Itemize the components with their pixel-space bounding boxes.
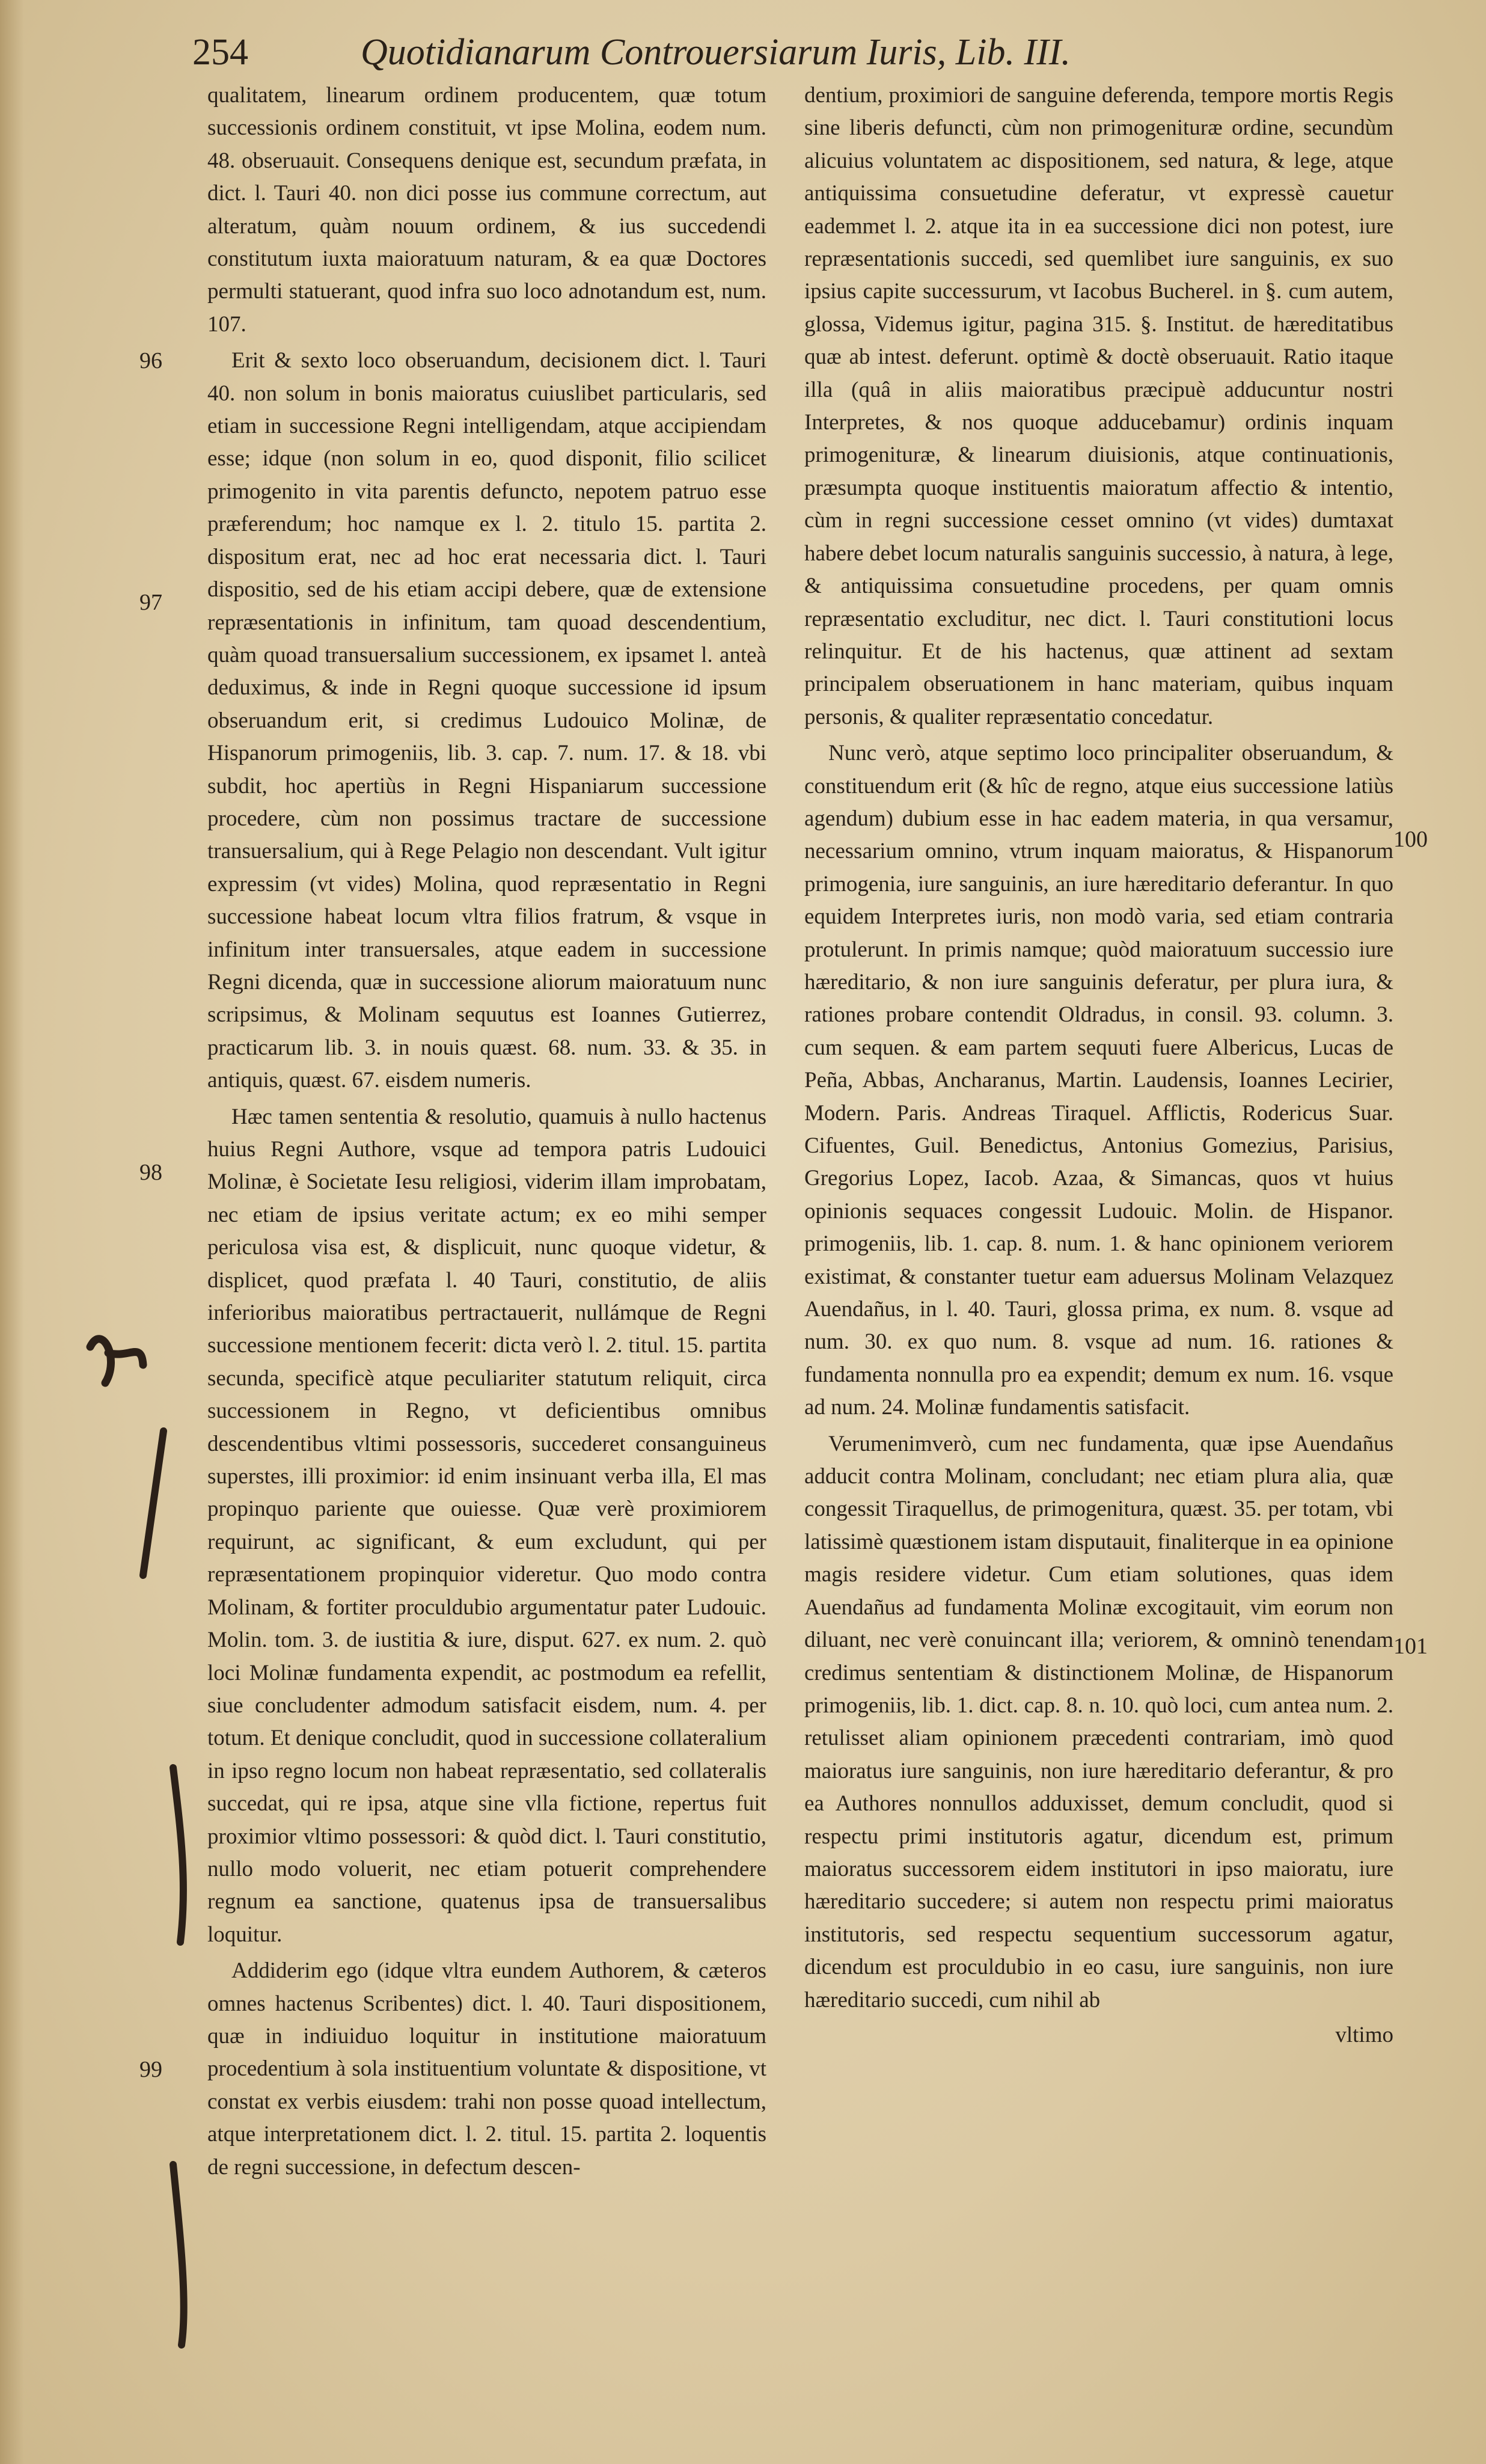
running-header	[192, 31, 1214, 85]
page-gutter-shadow	[0, 0, 24, 2464]
paragraph-left-99: Addiderim ego (idque vltra eundem Authorem, & cæteros omnes hactenus Scribentes) dict. l. 40. Tauri dispositionem, quæ in indiuiduo loquitur in institutione maioratuum procedentium à sola instituentium voluntate & dispositione, vt constat ex verbis eiusdem: trahi non posse quoad intellectum, atque interpretationem dict. l. 2. titul. 15. partita 2. loquentis de regni successione, in defectum descen-	[207, 1958, 766, 2180]
paragraph-left-98: Hæc tamen sententia & resolutio, quamuis à nullo hactenus huius Regni Authore, vsque ad tempora patris Ludouici Molinæ, è Societate Iesu religiosi, viderim illam improbatam, nec etiam de ipsius veritate actum; ex eo mihi semper periculosa visa est, & displicuit, nunc quoque videtur, & displicet, quod præfata l. 40 Tauri, constitutio, de aliis inferioribus maioratibus pertractauerit, nullámque de Regni successione mentionem fecerit: dicta verò l. 2. titul. 15. partita secunda, specificè atque peculiariter statutum reliquit, circa successionem in Regno, vt deficientibus omnibus descendentibus vltimi possessoris, succederet consanguineus superstes, illi proximior: id enim insinuant verba illa, El mas propinquo pariente que ouiesse. Quæ verè proximiorem requirunt, ac significant, & eum excludunt, qui per repræsentationem propinquior videretur. Quo modo contra Molinam, & fortiter proculdubio argumentatur pater Ludouic. Molin. tom. 3. de iustitia & iure, disput. 627. ex num. 2. quò loci Molinæ fundamenta expendit, ac postmodum ea refellit, siue concludenter admodum satisfacit eisdem, num. 4. per totum. Et denique concludit, quod in successione collateralium in ipso regno locum non habeat repræsentatio, sed collateralis succedat, qui re ipsa, atque sine vlla fictione, repertus fuit proximior vltimo possessori: & quòd dict. l. Tauri constitutio, nullo modo voluerit, nec etiam potuerit comprehendere regnum ea sanctione, quatenus ipsa de transuersalibus loquitur.	[207, 1104, 766, 1947]
margin-number-96: 96	[139, 348, 162, 373]
running-title: Quotidianarum Controuersiarum Iuris, Lib. III.	[361, 32, 1071, 73]
left-text-column	[207, 79, 766, 2184]
paragraph-right-100: Nunc verò, atque septimo loco principaliter obseruandum, & constituendum erit (& hîc de regno, atque eius successione latiùs agendum) dubium esse in hac eadem materia, in qua versamur, necessarium omnino, vtrum inquam maioratus, & Hispanorum primogenia, iure sanguinis, an iure hæreditario deferantur. In quo equidem Interpretes iuris, non modò varia, sed etiam contraria protulerunt. In primis namque; quòd maioratuum successio iure hæreditario, & non iure sanguinis deferatur, per plura iura, & rationes probare contendit Oldradus, in consil. 93. column. 3. cum sequen. & eam partem sequuti fuere Albericus, Lucas de Peña, Abbas, Ancharanus, Martin. Laudensis, Ioannes Lecirier, Modern. Paris. Andreas Tiraquel. Afflictis, Rodericus Suar. Cifuentes, Guil. Benedictus, Antonius Gomezius, Parisius, Gregorius Lopez, Iacob. Azaa, & Simancas, quos vt huius opinionis sequaces congessit Ludouic. Molin. de Hispanor. primogeniis, lib. 1. cap. 8. num. 1. & hanc opinionem veriorem existimat, & constanter tuetur eam aduersus Molinam Velazquez Auendañus, in l. 40. Tauri, glossa prima, ex num. 8. vsque ad num. 30. ex quo num. 8. vsque ad num. 16. rationes & fundamenta nonnulla pro ea expendit; demum ex num. 16. vsque ad num. 24. Molinæ fundamentis satisfacit.	[804, 741, 1393, 1420]
paragraph-right-1: dentium, proximiori de sanguine deferenda, tempore mortis Regis sine liberis defuncti, cùm non primogenituræ ordine, secundùm alicuius voluntatem ac dispositionem, sed natura, & lege, atque antiquissima consuetudine deferatur, vt expressè cauetur eademmet l. 2. atque ita in ea successione dici non potest, iure repræsentationis succedi, sed quemlibet iure sanguinis, ex suo ipsius capite successurum, vt Iacobus Bucherel. in §. cum autem, glossa, Videmus igitur, pagina 315. §. Institut. de hæreditatibus quæ ab intest. deferunt. optimè & doctè obseruauit. Ratio itaque illa (quâ in aliis maioratibus præcipuè adducuntur nostri Interpretes, & nos quoque adducebamur) ordinis inquam primogenituræ, & linearum diuisionis, atque continuationis, præsumpta quoque instituentis maioratum affectio & intentio, cùm in regni successione cesset omnino (vt vides) dumtaxat habere debet locum naturalis sanguinis successio, à natura, à lege, & antiquissima consuetudine procedens, per quam omnis repræsentatio excluditur, nec dict. l. Tauri constitutioni locus relinquitur. Et de his hactenus, quæ attinent ad sextam principalem obseruationem in hanc materiam, quibus inquam personis, & qualiter repræsentatio concedatur.	[804, 83, 1393, 729]
paragraph-right-101: Verumenimverò, cum nec fundamenta, quæ ipse Auendañus adducit contra Molinam, concludant; nec etiam plura alia, quæ congessit Tiraquellus, de primogenitura, quæst. 35. per totam, vbi latissimè quæstionem istam disputauit, finaliterque in ea opinione magis residere videtur. Cum etiam solutiones, quas idem Auendañus ad fundamenta Molinæ excogitauit, vim eorum non diluant, nec verè conuincant illa; veriorem, & omninò tenendam credimus sententiam & distinctionem Molinæ, de Hispanorum primogeniis, lib. 1. dict. cap. 8. n. 10. quò loci, cum antea num. 2. retulisset aliam opinionem præcedenti contrariam, imò quod maioratus iure sanguinis, non iure hæreditario deferantur, & pro ea Authores nonnullos adduxisset, demum concludit, quod si respectu primi institutoris agatur, dicendum est, primum maioratus successorem eidem institutori in ipso maioratu, iure hæreditario succedere; si autem non respectu primi maioratus institutoris, sed respectu sequentium successorum agatur, dicendum est proculdubio in eo casu, iure sanguinis, non iure hæreditario succedi, cum nihil ab	[804, 1431, 1393, 2012]
right-text-column	[804, 79, 1393, 2052]
margin-number-101: 101	[1393, 1634, 1428, 1659]
catchword: vltimo	[1335, 2022, 1393, 2047]
margin-number-98: 98	[139, 1160, 162, 1185]
paragraph-left-1: qualitatem, linearum ordinem producentem, quæ totum successionis ordinem constituit, vt ipse Molina, eodem num. 48. obseruauit. Consequens denique est, secundum præfata, in dict. l. Tauri 40. non dici posse ius commune correctum, aut alteratum, quàm nouum ordinem, & ius succedendi constitutum iuxta maioratuum naturam, & ea quæ Doctores permulti statuerant, quod infra suo loco adnotandum est, num. 107.	[207, 83, 766, 337]
paragraph-left-96: Erit & sexto loco obseruandum, decisionem dict. l. Tauri 40. non solum in bonis maioratus cuiuslibet particularis, sed etiam in successione Regni intelligendam, atque accipiendam esse; idque (non solum in eo, quod disponit, filio scilicet primogenito in vita parentis defuncto, nepotem patruo esse præferendum; hoc namque ex l. 2. titulo 15. partita 2. dispositum erat, nec ad hoc erat necessaria dict. l. Tauri dispositio, sed de his etiam accipi debere, quæ de extensione repræsentationis in infinitum, tam quoad descendentium, quàm quoad transuersalium successionem, ex ipsamet l. anteà deduximus, & inde in Regni quoque successione id ipsum obseruandum erit, si credimus Ludouico Molinæ, de Hispanorum primogeniis, lib. 3. cap. 7. num. 17. & 18. vbi subdit, hoc apertiùs in Regni Hispaniarum successione procedere, cùm non possimus tractare de successione transuersalium, qui à Rege Pelagio non descendant. Vult igitur expressim (vt vides) Molina, quod repræsentatio in Regni successione habeat locum vltra filios fratrum, & vsque in infinitum inter transuersales, atque eadem in successione Regni dicenda, quæ in successione aliorum maioratuum nunc scripsimus, & Molinam sequutus est Ioannes Gutierrez, practicarum lib. 3. in nouis quæst. 68. num. 33. & 35. in antiquis, quæst. 67. eisdem numeris.	[207, 348, 766, 1093]
margin-number-97: 97	[139, 590, 162, 615]
margin-number-99: 99	[139, 2057, 162, 2082]
margin-number-100: 100	[1393, 827, 1428, 852]
page-number: 254	[192, 32, 248, 73]
